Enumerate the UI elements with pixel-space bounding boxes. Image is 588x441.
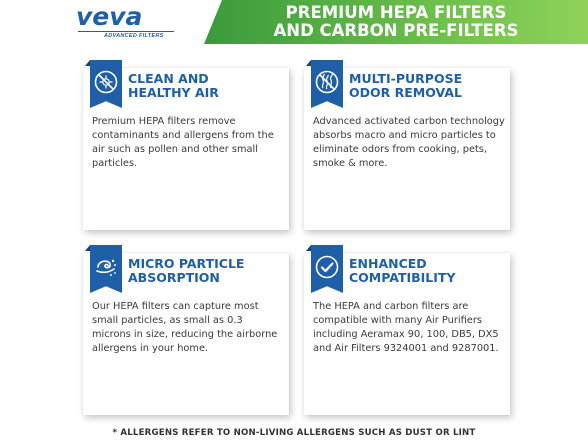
ribbon-tab	[90, 60, 122, 108]
allergen-footnote: * ALLERGENS REFER TO NON-LIVING ALLERGENS SUCH AS DUST OR LINT	[112, 428, 476, 438]
check-circle-icon	[315, 255, 339, 279]
no-allergen-icon	[94, 70, 118, 94]
header	[0, 0, 588, 44]
card-title: MICRO PARTICLE ABSORPTION	[128, 256, 245, 285]
brand-logo	[76, 4, 196, 40]
brand-name: veva	[76, 2, 143, 31]
feature-card-compatibility	[304, 253, 510, 415]
ribbon-fold	[306, 245, 311, 251]
ribbon-tab	[90, 245, 122, 293]
card-title: ENHANCED COMPATIBILITY	[349, 256, 456, 285]
ribbon-tab	[311, 60, 343, 108]
ribbon-fold	[306, 60, 311, 66]
banner-headline	[226, 4, 566, 40]
banner-line-2: AND CARBON PRE-FILTERS	[273, 21, 519, 40]
banner-line-1: PREMIUM HEPA FILTERS	[285, 3, 507, 22]
feature-card-micro-particle	[83, 253, 289, 415]
brand-tagline: ADVANCED FILTERS	[104, 33, 164, 39]
ribbon-tab	[311, 245, 343, 293]
card-body: Advanced activated carbon technology absorbs macro and micro particles to eliminate odors from cooking, pets, smoke & more.	[313, 116, 505, 169]
no-odor-icon	[315, 70, 339, 94]
ribbon-fold	[85, 60, 90, 66]
logo-underline	[78, 31, 174, 32]
ribbon-fold	[85, 245, 90, 251]
swirl-particles-icon	[94, 255, 118, 279]
card-body: The HEPA and carbon filters are compatible with many Air Purifiers including Aeramax 90, 100, DB5, DX5 and Air Filters 9324001 and 9287001.	[313, 301, 499, 354]
card-body: Premium HEPA filters remove contaminants and allergens from the air such as pollen and other small particles.	[92, 116, 274, 169]
feature-card-clean-air	[83, 68, 289, 230]
card-title: CLEAN AND HEALTHY AIR	[128, 71, 219, 100]
feature-card-odor-removal	[304, 68, 510, 230]
card-title: MULTI-PURPOSE ODOR REMOVAL	[349, 71, 463, 100]
card-body: Our HEPA filters can capture most small particles, as small as 0.3 microns in size, reducing the airborne allergens in your home.	[92, 301, 278, 354]
